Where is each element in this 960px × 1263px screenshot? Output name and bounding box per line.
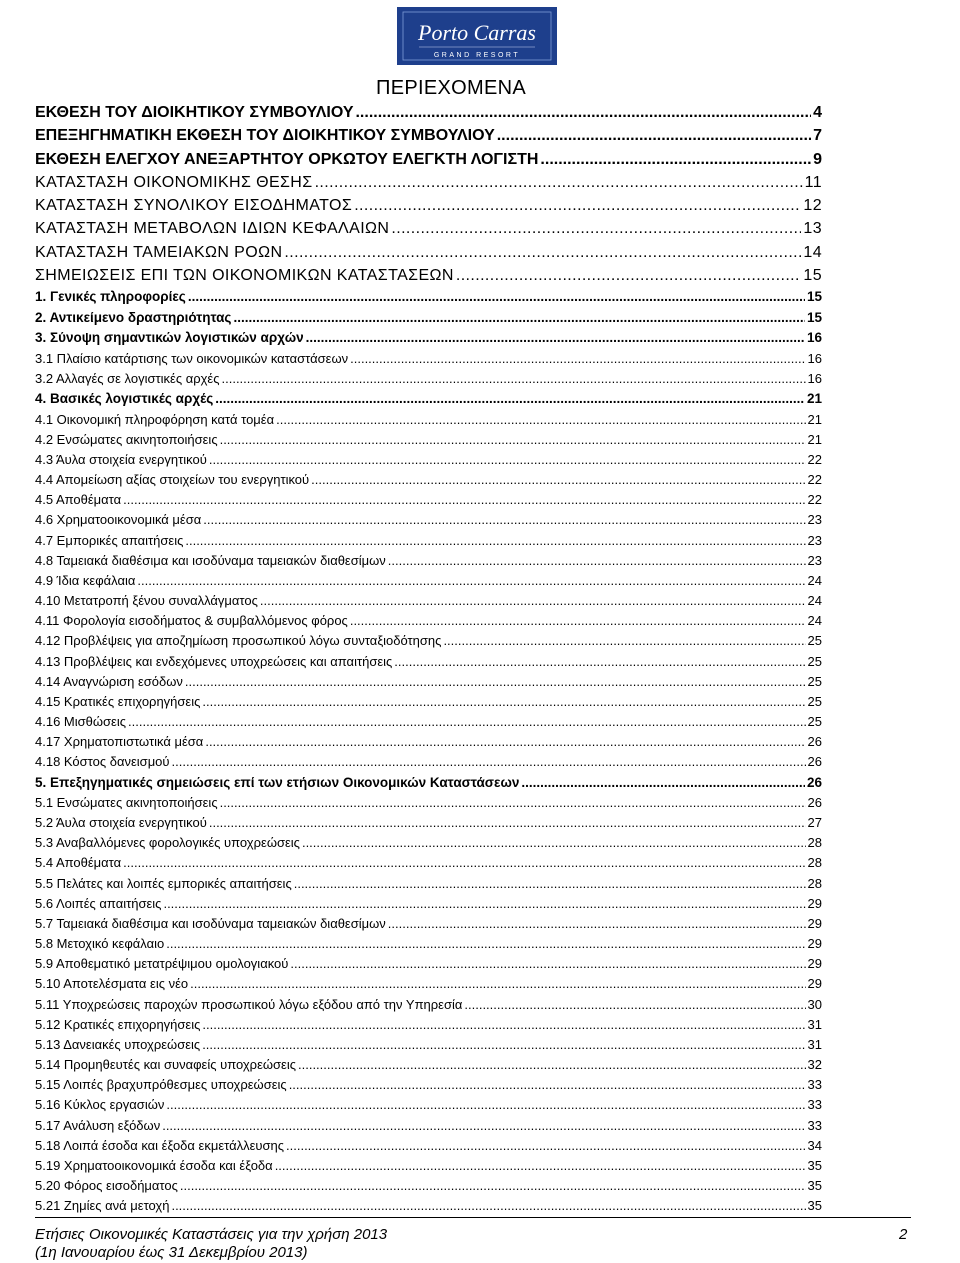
toc-leader-dots	[276, 410, 805, 430]
toc-leader-dots	[350, 611, 806, 631]
toc-entry-title: ΚΑΤΑΣΤΑΣΗ ΟΙΚΟΝΟΜΙΚΗΣ ΘΕΣΗΣ	[35, 173, 313, 191]
toc-entry[interactable]	[35, 148, 822, 171]
toc-entry-page: 29	[807, 956, 822, 972]
toc-leader-dots	[205, 732, 805, 752]
toc-entry-title: 5.10 Αποτελέσματα εις νέο	[35, 976, 189, 992]
toc-entry-page: 30	[807, 996, 822, 1012]
toc-entry-title: 4.9 Ίδια κεφάλαια	[35, 572, 136, 588]
toc-entry[interactable]	[35, 430, 822, 450]
toc-entry-title: 5.8 Μετοχικό κεφάλαιο	[35, 936, 165, 952]
toc-leader-dots	[162, 1116, 805, 1136]
toc-leader-dots	[220, 430, 806, 450]
toc-entry-page: 24	[807, 593, 822, 609]
toc-entry-title: 4.15 Κρατικές επιχορηγήσεις	[35, 693, 201, 709]
toc-entry-page: 21	[807, 431, 822, 447]
toc-leader-dots	[275, 1156, 806, 1176]
toc-entry-title: 5.12 Κρατικές επιχορηγήσεις	[35, 1016, 201, 1032]
toc-entry-page: 25	[807, 633, 822, 649]
toc-entry-title: 5.17 Ανάλυση εξόδων	[35, 1117, 161, 1133]
toc-entry-title: 4.7 Εμπορικές απαιτήσεις	[35, 532, 184, 548]
toc-entry-title: 4.8 Ταμειακά διαθέσιμα και ισοδύναμα ταμειακών διαθεσίμων	[35, 552, 386, 568]
toc-leader-dots	[298, 1055, 806, 1075]
toc-entry[interactable]	[35, 672, 822, 692]
toc-entry-page: 29	[807, 915, 822, 931]
toc-leader-dots	[540, 148, 811, 171]
toc-entry-title: 4.4 Απομείωση αξίας στοιχείων του ενεργητικού	[35, 472, 310, 488]
toc-entry-title: 5.6 Λοιπές απαιτήσεις	[35, 895, 162, 911]
toc-leader-dots	[203, 510, 805, 530]
toc-entry-page: 22	[807, 492, 822, 508]
toc-entry-title: 4.5 Αποθέματα	[35, 492, 122, 508]
footer-report-title: Ετήσιες Οικονομικές Καταστάσεις για την χρήση 2013	[35, 1226, 388, 1243]
toc-leader-dots	[202, 692, 805, 712]
toc-entry-title: ΚΑΤΑΣΤΑΣΗ ΤΑΜΕΙΑΚΩΝ ΡΟΩΝ	[35, 243, 283, 261]
toc-entry-page: 29	[807, 976, 822, 992]
toc-entry-title: ΣΗΜΕΙΩΣΕΙΣ ΕΠΙ ΤΩΝ ΟΙΚΟΝΟΜΙΚΩΝ ΚΑΤΑΣΤΑΣΕΩΝ	[35, 267, 454, 285]
toc-leader-dots	[180, 1176, 806, 1196]
toc-leader-dots	[137, 571, 805, 591]
toc-leader-dots	[354, 194, 801, 217]
toc-entry[interactable]	[35, 934, 822, 954]
footer-page-number: 2	[899, 1226, 908, 1243]
toc-entry-page: 7	[813, 127, 822, 145]
toc-entry-page: 16	[806, 330, 822, 346]
toc-leader-dots	[233, 308, 805, 329]
toc-entry[interactable]	[35, 1015, 822, 1035]
toc-leader-dots	[315, 171, 803, 194]
toc-entry[interactable]	[35, 241, 822, 264]
toc-entry[interactable]	[35, 450, 822, 470]
toc-entry[interactable]	[35, 328, 822, 349]
toc-leader-dots	[172, 752, 806, 772]
toc-entry-page: 9	[813, 150, 822, 168]
toc-entry-page: 24	[807, 613, 822, 629]
toc-leader-dots	[171, 1196, 805, 1216]
toc-entry-title: 4.12 Προβλέψεις για αποζημίωση προσωπικού λόγω συνταξιοδότησης	[35, 633, 442, 649]
toc-entry-title: 4.18 Κόστος δανεισμού	[35, 754, 170, 770]
toc-entry-title: 4.2 Ενσώματες ακινητοποιήσεις	[35, 431, 218, 447]
toc-entry-page: 35	[807, 1177, 822, 1193]
toc-leader-dots	[350, 349, 805, 369]
toc-entry-title: 4.3 Άυλα στοιχεία ενεργητικού	[35, 452, 207, 467]
toc-entry-title: 4.14 Αναγνώριση εσόδων	[35, 673, 183, 689]
toc-entry-title: 4.1 Οικονομική πληροφόρηση κατά τομέα	[35, 411, 275, 427]
toc-entry[interactable]	[35, 194, 822, 217]
toc-leader-dots	[302, 833, 806, 853]
toc-entry-title: 3. Σύνοψη σημαντικών λογιστικών αρχών	[35, 330, 304, 346]
toc-entry[interactable]	[35, 853, 822, 873]
toc-leader-dots	[188, 287, 805, 308]
toc-leader-dots	[355, 101, 811, 124]
toc-entry[interactable]	[35, 217, 822, 240]
toc-entry[interactable]	[35, 692, 822, 712]
toc-entry-title: 5.16 Κύκλος εργασιών	[35, 1097, 165, 1113]
toc-entry-title: 5.19 Χρηματοοικονομικά έσοδα και έξοδα	[35, 1157, 273, 1173]
toc-entry[interactable]	[35, 833, 822, 853]
toc-entry-page: 25	[807, 673, 822, 689]
toc-entry-page: 25	[807, 693, 822, 709]
toc-entry[interactable]	[35, 308, 822, 329]
toc-entry[interactable]	[35, 490, 822, 510]
toc-entry-page: 22	[807, 452, 822, 467]
toc-entry-page: 26	[807, 734, 822, 750]
toc-entry-title: 5.21 Ζημίες ανά μετοχή	[35, 1198, 170, 1214]
toc-entry-page: 16	[807, 371, 822, 387]
toc-entry-page: 24	[807, 572, 822, 588]
toc-entry-title: ΚΑΤΑΣΤΑΣΗ ΣΥΝΟΛΙΚΟΥ ΕΙΣΟΔΗΜΑΤΟΣ	[35, 197, 353, 215]
toc-leader-dots	[456, 264, 802, 287]
toc-entry[interactable]	[35, 1156, 822, 1176]
toc-entry-page: 12	[803, 197, 822, 215]
toc-entry-title: 5.2 Άυλα στοιχεία ενεργητικού	[35, 815, 207, 831]
toc-leader-dots	[443, 631, 805, 651]
company-logo	[397, 7, 557, 65]
toc-entry-page: 26	[806, 774, 822, 790]
toc-leader-dots	[394, 652, 805, 672]
toc-leader-dots	[311, 470, 805, 490]
toc-entry[interactable]	[35, 752, 822, 772]
toc-entry[interactable]	[35, 611, 822, 631]
toc-entry-page: 16	[807, 350, 822, 366]
toc-entry[interactable]	[35, 1095, 822, 1115]
toc-entry[interactable]	[35, 369, 822, 389]
toc-entry-title: 5.9 Αποθεματικό μετατρέψιμου ομολογιακού	[35, 956, 289, 972]
toc-entry-page: 21	[806, 391, 822, 407]
toc-entry[interactable]	[35, 349, 822, 369]
toc-entry-title: ΚΑΤΑΣΤΑΣΗ ΜΕΤΑΒΟΛΩΝ ΙΔΙΩΝ ΚΕΦΑΛΑΙΩΝ	[35, 220, 390, 238]
toc-entry-title: ΕΠΕΞΗΓΗΜΑΤΙΚΗ ΕΚΘΕΣΗ ΤΟΥ ΔΙΟΙΚΗΤΙΚΟΥ ΣΥΜΒΟΥΛΙΟΥ	[35, 127, 495, 145]
toc-entry-page: 23	[807, 512, 822, 528]
toc-leader-dots	[209, 813, 806, 833]
toc-leader-dots	[166, 1095, 805, 1115]
toc-entry-page: 26	[807, 754, 822, 770]
toc-leader-dots	[185, 672, 806, 692]
toc-entry[interactable]	[35, 793, 822, 813]
toc-entry-page: 13	[803, 220, 822, 238]
footer-report-period: (1η Ιανουαρίου έως 31 Δεκεμβρίου 2013)	[35, 1244, 308, 1261]
toc-entry[interactable]	[35, 874, 822, 894]
toc-entry[interactable]	[35, 712, 822, 732]
toc-entry-title: 5.7 Ταμειακά διαθέσιμα και ισοδύναμα ταμειακών διαθεσίμων	[35, 915, 386, 931]
toc-entry[interactable]	[35, 591, 822, 611]
toc-leader-dots	[391, 217, 801, 240]
toc-entry[interactable]	[35, 171, 822, 194]
toc-entry-title: 5.14 Προμηθευτές και συναφείς υποχρεώσεις	[35, 1057, 296, 1073]
toc-entry-title: 5.1 Ενσώματες ακινητοποιήσεις	[35, 795, 218, 810]
toc-entry[interactable]	[35, 894, 822, 914]
toc-entry-page: 33	[807, 1077, 822, 1093]
logo-tagline: GRAND RESORT	[433, 52, 521, 59]
toc-entry-title: 4.16 Μισθώσεις	[35, 714, 127, 730]
toc-entry[interactable]	[35, 264, 822, 287]
toc-leader-dots	[220, 793, 806, 813]
toc-leader-dots	[388, 551, 806, 571]
toc-entry-page: 28	[807, 875, 822, 891]
toc-entry[interactable]	[35, 773, 822, 794]
toc-entry[interactable]	[35, 813, 822, 833]
toc-leader-dots	[284, 241, 801, 264]
toc-entry[interactable]	[35, 101, 822, 124]
toc-entry-title: 4.6 Χρηματοοικονομικά μέσα	[35, 512, 202, 528]
toc-entry[interactable]	[35, 974, 822, 994]
toc-entry-page: 28	[807, 855, 822, 871]
toc-entry-page: 25	[807, 714, 822, 730]
toc-entry[interactable]	[35, 1136, 822, 1156]
toc-entry-title: 5. Επεξηγηματικές σημειώσεις επί των ετήσιων Οικονομικών Καταστάσεων	[35, 774, 520, 790]
toc-entry-title: 5.4 Αποθέματα	[35, 855, 122, 871]
toc-title: ΠΕΡΙΕΧΟΜΕΝΑ	[376, 77, 526, 99]
toc-entry-title: 5.15 Λοιπές βραχυπρόθεσμες υποχρεώσεις	[35, 1077, 287, 1093]
toc-leader-dots	[215, 389, 805, 410]
toc-leader-dots	[190, 974, 805, 994]
toc-entry-title: 4. Βασικές λογιστικές αρχές	[35, 391, 214, 407]
toc-entry[interactable]	[35, 389, 822, 410]
toc-entry[interactable]	[35, 914, 822, 934]
toc-entry[interactable]	[35, 531, 822, 551]
toc-entry[interactable]	[35, 732, 822, 752]
toc-entry-title: 3.1 Πλαίσιο κατάρτισης των οικονομικών καταστάσεων	[35, 350, 349, 366]
toc-entry-title: 4.11 Φορολογία εισοδήματος & συμβαλλόμενος φόρος	[35, 613, 348, 629]
toc-entry[interactable]	[35, 551, 822, 571]
toc-entry-title: 5.11 Υποχρεώσεις παροχών προσωπικού λόγω εξόδου από την Υπηρεσία	[35, 996, 463, 1012]
toc-leader-dots	[185, 531, 805, 551]
toc-leader-dots	[286, 1136, 806, 1156]
toc-entry-title: 3.2 Αλλαγές σε λογιστικές αρχές	[35, 371, 220, 387]
toc-entry[interactable]	[35, 1116, 822, 1136]
toc-entry-title: 4.17 Χρηματοπιστωτικά μέσα	[35, 734, 204, 750]
logo-brand-name: Porto Carras	[418, 20, 536, 45]
toc-entry[interactable]	[35, 470, 822, 490]
toc-entry[interactable]	[35, 652, 822, 672]
toc-entry-title: 4.10 Μετατροπή ξένου συναλλάγματος	[35, 593, 258, 609]
toc-entry-page: 27	[807, 815, 822, 831]
toc-entry-page: 23	[807, 552, 822, 568]
toc-entry[interactable]	[35, 1055, 822, 1075]
toc-leader-dots	[306, 328, 805, 349]
toc-leader-dots	[123, 853, 805, 873]
toc-entry-page: 28	[807, 835, 822, 851]
toc-entry[interactable]	[35, 287, 822, 308]
toc-entry-title: 5.20 Φόρος εισοδήματος	[35, 1177, 178, 1193]
porto-carras-logo-mark	[397, 7, 557, 65]
toc-entry-page: 33	[807, 1097, 822, 1113]
toc-entry-page: 31	[807, 1036, 822, 1052]
toc-leader-dots	[128, 712, 806, 732]
footer-divider	[35, 1217, 911, 1218]
toc-entry-page: 34	[807, 1137, 822, 1153]
toc-leader-dots	[521, 773, 805, 794]
toc-entry[interactable]	[35, 995, 822, 1015]
toc-entry[interactable]	[35, 1176, 822, 1196]
toc-leader-dots	[289, 1075, 806, 1095]
toc-leader-dots	[497, 124, 811, 147]
toc-entry-page: 15	[806, 289, 822, 305]
toc-leader-dots	[294, 874, 806, 894]
toc-entry[interactable]	[35, 124, 822, 147]
toc-entry[interactable]	[35, 954, 822, 974]
toc-entry-page: 4	[813, 104, 822, 121]
toc-entry[interactable]	[35, 571, 822, 591]
toc-entry[interactable]	[35, 410, 822, 430]
toc-entry[interactable]	[35, 1035, 822, 1055]
toc-leader-dots	[209, 450, 806, 470]
toc-leader-dots	[464, 995, 805, 1015]
toc-entry-page: 21	[807, 411, 822, 427]
toc-entry-page: 23	[807, 532, 822, 548]
toc-entry-title: ΕΚΘΕΣΗ ΤΟΥ ΔΙΟΙΚΗΤΙΚΟΥ ΣΥΜΒΟΥΛΙΟΥ	[35, 104, 354, 121]
toc-entry-page: 32	[807, 1057, 822, 1073]
toc-entry-page: 15	[803, 267, 822, 285]
toc-entry-title: 4.13 Προβλέψεις και ενδεχόμενες υποχρεώσεις και απαιτήσεις	[35, 653, 393, 669]
toc-entry-page: 14	[803, 243, 822, 261]
toc-entry-title: 5.18 Λοιπά έσοδα και έξοδα εκμετάλλευσης	[35, 1137, 285, 1153]
toc-entry[interactable]	[35, 1075, 822, 1095]
toc-entry-page: 29	[807, 936, 822, 952]
toc-leader-dots	[163, 894, 805, 914]
toc-entry-title: 5.13 Δανειακές υποχρεώσεις	[35, 1036, 201, 1052]
toc-leader-dots	[202, 1015, 805, 1035]
toc-entry-page: 11	[804, 173, 822, 191]
toc-entry-page: 31	[807, 1016, 822, 1032]
toc-leader-dots	[123, 490, 805, 510]
toc-entry-page: 35	[807, 1157, 822, 1173]
toc-entry[interactable]	[35, 510, 822, 530]
toc-entry-page: 29	[807, 895, 822, 911]
toc-entry-page: 22	[807, 472, 822, 488]
toc-leader-dots	[260, 591, 806, 611]
toc-leader-dots	[388, 914, 806, 934]
toc-leader-dots	[222, 369, 806, 389]
toc-entry-title: 1. Γενικές πληροφορίες	[35, 289, 186, 305]
toc-entry-page: 15	[806, 309, 822, 325]
toc-entry-page: 26	[807, 795, 822, 810]
toc-leader-dots	[290, 954, 805, 974]
toc-entry-page: 33	[807, 1117, 822, 1133]
toc-entry-page: 35	[807, 1198, 822, 1214]
toc-entry-title: 5.5 Πελάτες και λοιπές εμπορικές απαιτήσεις	[35, 875, 292, 891]
toc-entry[interactable]	[35, 1196, 822, 1216]
toc-entry-title: 5.3 Αναβαλλόμενες φορολογικές υποχρεώσεις	[35, 835, 300, 851]
toc-entry-page: 25	[807, 653, 822, 669]
toc-leader-dots	[202, 1035, 805, 1055]
toc-entry[interactable]	[35, 631, 822, 651]
toc-entry-title: ΕΚΘΕΣΗ ΕΛΕΓΧΟΥ ΑΝΕΞΑΡΤΗΤΟΥ ΟΡΚΩΤΟΥ ΕΛΕΓΚΤΗ ΛΟΓΙΣΤΗ	[35, 150, 539, 168]
toc-entry-title: 2. Αντικείμενο δραστηριότητας	[35, 309, 232, 325]
table-of-contents	[35, 101, 822, 1216]
toc-leader-dots	[166, 934, 805, 954]
